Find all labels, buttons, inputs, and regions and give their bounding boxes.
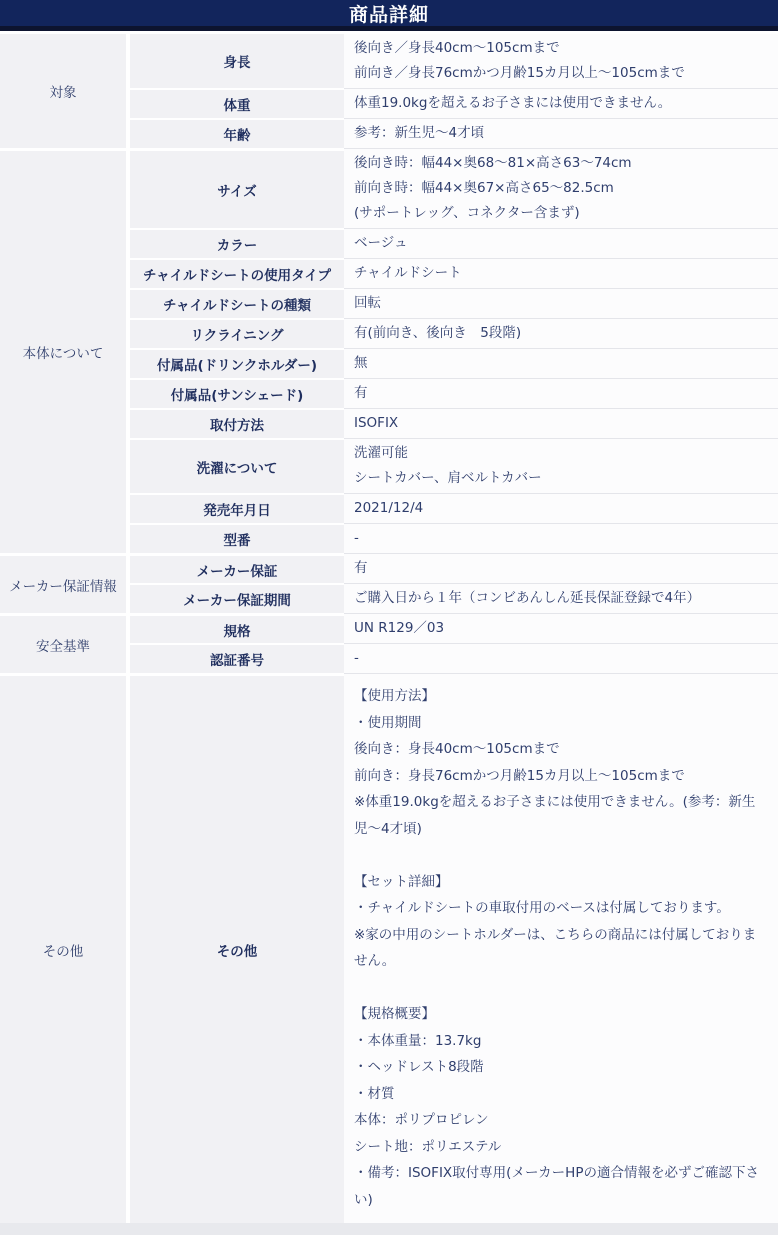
- value-line: 2021/12/4: [354, 500, 424, 516]
- attribute-value: [344, 493, 778, 523]
- attribute-label: チャイルドシートの種類: [130, 288, 344, 318]
- attribute-label: 型番: [130, 523, 344, 553]
- attribute-value: [344, 673, 778, 1223]
- table-row: [130, 148, 778, 228]
- table-row: [130, 408, 778, 438]
- attribute-label: チャイルドシートの使用タイプ: [130, 258, 344, 288]
- attribute-rows: [130, 148, 778, 553]
- table-row: [130, 438, 778, 493]
- value-line: [354, 975, 768, 1002]
- value-line: 洗濯可能: [354, 445, 408, 461]
- value-line: ・ヘッドレスト8段階: [354, 1059, 484, 1075]
- value-line: ご購入日から１年（コンビあんしん延長保証登録で4年）: [354, 590, 701, 606]
- value-line: 有: [354, 560, 368, 576]
- page-title: 商品詳細: [348, 3, 429, 26]
- table-row: [130, 583, 778, 613]
- attribute-value: [344, 318, 778, 348]
- table-row: [130, 673, 778, 1223]
- spec-table-body: [0, 31, 778, 1223]
- value-line: 後向き／身長40cm～105cmまで: [354, 40, 560, 56]
- value-line: 【セット詳細】: [354, 873, 449, 890]
- value-line: ・材質: [354, 1085, 395, 1102]
- value-line: ※家の中用のシートホルダーは、こちらの商品には付属しておりません。: [354, 926, 757, 969]
- attribute-value: [344, 378, 778, 408]
- value-line: 後向き時：幅44×奥68～81×高さ63～74cm: [354, 155, 632, 171]
- value-line: ※体重19.0kgを超えるお子さまには使用できません。(参考：新生児～4才頃): [354, 794, 756, 837]
- attribute-label: 取付方法: [130, 408, 344, 438]
- table-row: [130, 88, 778, 118]
- attribute-value: [344, 88, 778, 118]
- table-row: [130, 258, 778, 288]
- table-row: [130, 553, 778, 583]
- table-row: [130, 34, 778, 88]
- value-line: 本体：ポリプロピレン: [354, 1112, 489, 1128]
- value-line: 参考：新生児～4才頃: [354, 125, 485, 141]
- attribute-value: [344, 583, 778, 613]
- value-line: 前向き時：幅44×奥67×高さ65～82.5cm: [354, 180, 614, 196]
- attribute-value: [344, 643, 778, 673]
- attribute-value: [344, 258, 778, 288]
- value-line: ・本体重量：13.7kg: [354, 1032, 482, 1049]
- table-row: [130, 348, 778, 378]
- value-line: 体重19.0kgを超えるお子さまには使用できません。: [354, 95, 672, 111]
- attribute-rows: [130, 553, 778, 613]
- value-line: 【規格概要】: [354, 1006, 435, 1022]
- value-line: 有: [354, 385, 368, 401]
- value-line: ・チャイルドシートの車取付用のベースは付属しております。: [354, 900, 730, 916]
- table-row: [130, 118, 778, 148]
- attribute-label: 体重: [130, 88, 344, 118]
- table-row: [130, 288, 778, 318]
- spec-group: [0, 613, 778, 673]
- value-line: 無: [354, 355, 368, 371]
- attribute-value: [344, 118, 778, 148]
- attribute-label: 付属品(サンシェード): [130, 378, 344, 408]
- spec-group: [0, 553, 778, 613]
- attribute-label: 認証番号: [130, 643, 344, 673]
- table-row: [130, 523, 778, 553]
- attribute-label: リクライニング: [130, 318, 344, 348]
- table-row: [130, 613, 778, 643]
- value-line: -: [354, 650, 359, 666]
- attribute-value: [344, 553, 778, 583]
- attribute-value: [344, 348, 778, 378]
- attribute-rows: [130, 34, 778, 148]
- attribute-label: 洗濯について: [130, 438, 344, 493]
- value-line: ・備考：ISOFIX取付専用(メーカーHPの適合情報を必ずご確認下さい): [354, 1165, 759, 1208]
- value-line: [354, 842, 768, 869]
- value-line: チャイルドシート: [354, 265, 462, 281]
- value-line: シートカバー、肩ベルトカバー: [354, 470, 542, 486]
- attribute-label: サイズ: [130, 148, 344, 228]
- attribute-value: [344, 34, 778, 88]
- spec-group: [0, 34, 778, 148]
- table-row: [130, 493, 778, 523]
- attribute-value: [344, 408, 778, 438]
- category-cell: その他: [0, 673, 130, 1223]
- value-line: 【使用方法】: [354, 688, 435, 704]
- attribute-label: メーカー保証期間: [130, 583, 344, 613]
- value-line: 回転: [354, 295, 381, 311]
- category-cell: 安全基準: [0, 613, 130, 673]
- table-header-bar: [0, 0, 778, 31]
- table-row: [130, 318, 778, 348]
- attribute-label: 発売年月日: [130, 493, 344, 523]
- value-line: シート地：ポリエステル: [354, 1138, 502, 1155]
- category-cell: メーカー保証情報: [0, 553, 130, 613]
- page-background-bottom: [0, 1223, 778, 1235]
- attribute-value: [344, 613, 778, 643]
- value-line: ISOFIX: [354, 415, 399, 431]
- attribute-label: カラー: [130, 228, 344, 258]
- category-cell: 本体について: [0, 148, 130, 553]
- category-cell: 対象: [0, 34, 130, 148]
- attribute-label: 付属品(ドリンクホルダー): [130, 348, 344, 378]
- table-row: [130, 378, 778, 408]
- value-line: ベージュ: [354, 235, 408, 251]
- value-line: 前向き／身長76cmかつ月齢15カ月以上～105cmまで: [354, 65, 685, 81]
- value-line: (サポートレッグ、コネクター含まず): [354, 205, 580, 221]
- attribute-value: [344, 148, 778, 228]
- table-row: [130, 228, 778, 258]
- value-line: 前向き：身長76cmかつ月齢15カ月以上～105cmまで: [354, 767, 685, 784]
- value-line: 有(前向き、後向き 5段階): [354, 325, 522, 341]
- attribute-value: [344, 228, 778, 258]
- attribute-value: [344, 438, 778, 493]
- spec-group: [0, 148, 778, 553]
- attribute-value: [344, 523, 778, 553]
- attribute-label: その他: [130, 673, 344, 1223]
- spec-group: [0, 673, 778, 1223]
- attribute-label: 規格: [130, 613, 344, 643]
- value-line: 後向き：身長40cm～105cmまで: [354, 741, 560, 757]
- table-row: [130, 643, 778, 673]
- value-line: ・使用期間: [354, 714, 422, 731]
- value-line: UN R129／03: [354, 620, 445, 636]
- value-line: -: [354, 530, 359, 546]
- attribute-label: 年齢: [130, 118, 344, 148]
- attribute-rows: [130, 673, 778, 1223]
- attribute-label: 身長: [130, 34, 344, 88]
- attribute-rows: [130, 613, 778, 673]
- attribute-value: [344, 288, 778, 318]
- attribute-label: メーカー保証: [130, 553, 344, 583]
